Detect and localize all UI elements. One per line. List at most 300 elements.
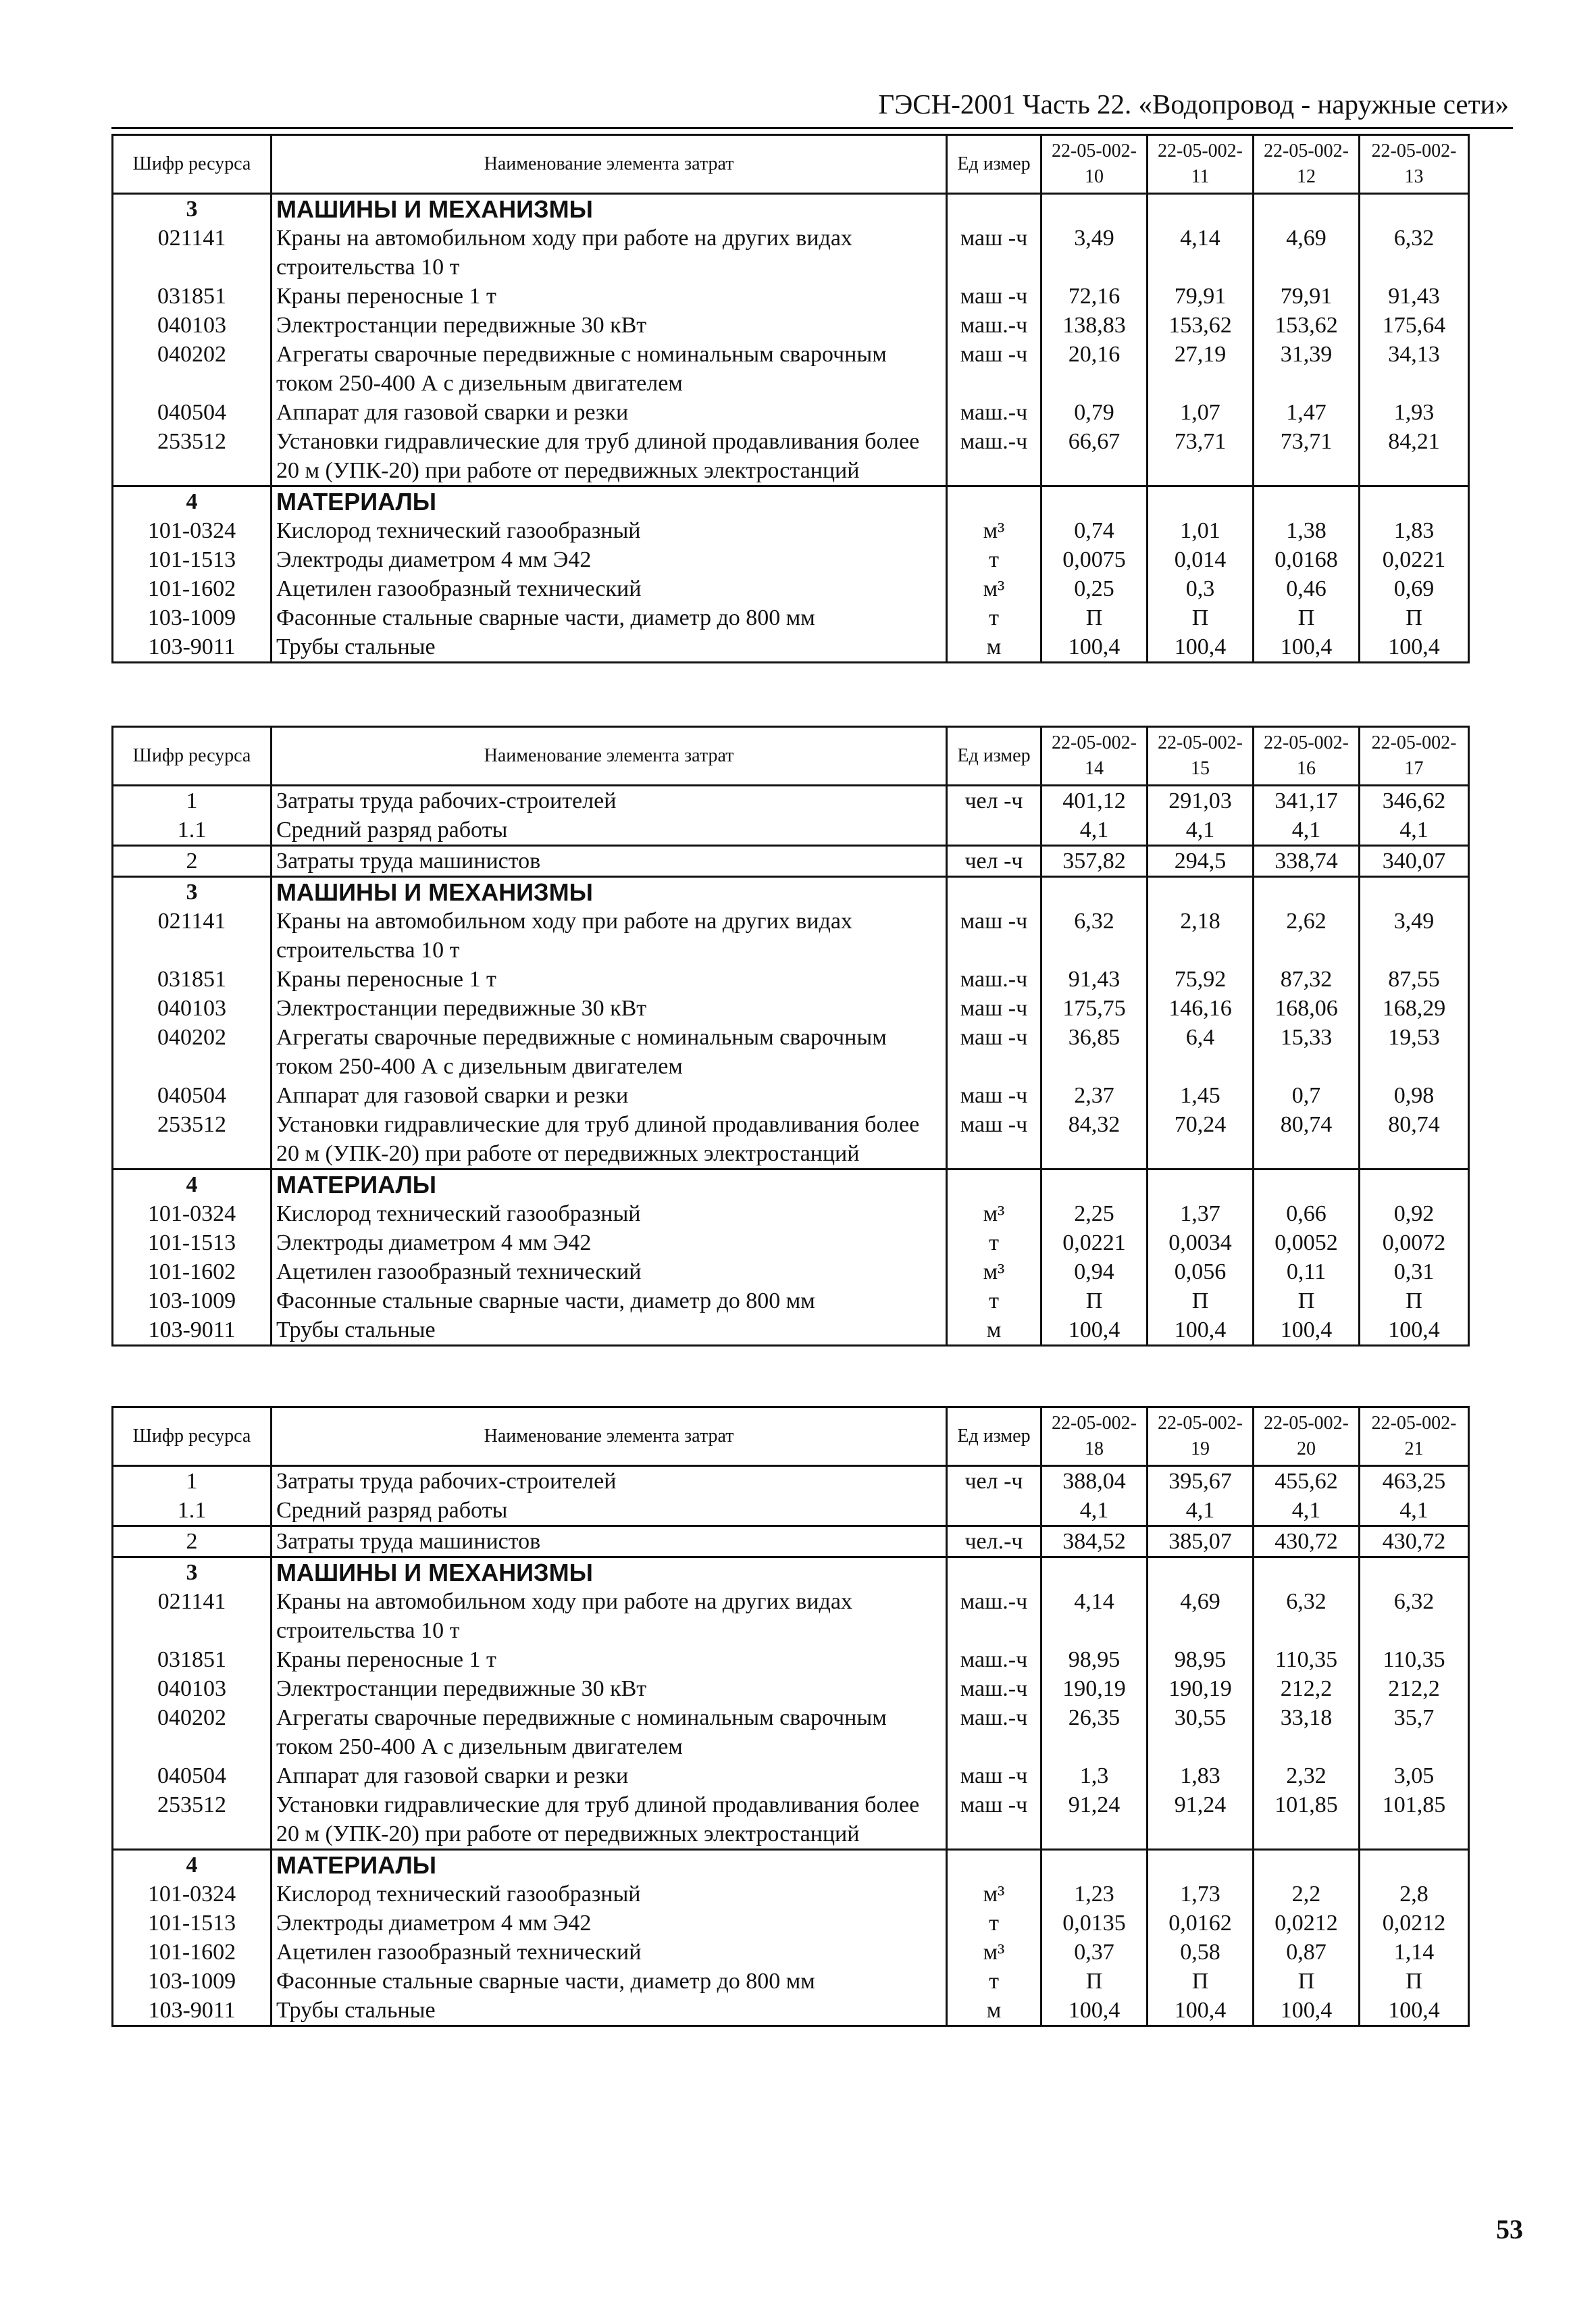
header-norm-code: 22-05-002-21 — [1360, 1407, 1469, 1466]
resource-value: 294,5 — [1148, 846, 1254, 877]
resource-unit — [947, 194, 1041, 224]
table-row — [113, 1909, 1469, 1938]
resource-code: 040103 — [113, 311, 272, 340]
resource-value: 2,2 — [1254, 1880, 1360, 1909]
table-row — [113, 1645, 1469, 1674]
resource-value: 0,0212 — [1360, 1909, 1469, 1938]
resource-value: 4,1 — [1254, 1496, 1360, 1526]
resource-value: 91,24 — [1148, 1790, 1254, 1850]
resource-name: Электростанции передвижные 30 кВт — [272, 1674, 947, 1703]
resource-value: П — [1360, 1286, 1469, 1315]
resource-value: 84,32 — [1041, 1110, 1148, 1169]
resource-value: 175,75 — [1041, 994, 1148, 1023]
table-row — [113, 1938, 1469, 1967]
resource-value: 0,66 — [1254, 1199, 1360, 1228]
resource-value: 2,25 — [1041, 1199, 1148, 1228]
resource-value: 168,29 — [1360, 994, 1469, 1023]
resource-unit: м³ — [947, 1199, 1041, 1228]
resource-value: 212,2 — [1254, 1674, 1360, 1703]
resource-unit — [947, 1557, 1041, 1588]
resource-value — [1041, 486, 1148, 517]
resource-value: 388,04 — [1041, 1466, 1148, 1496]
table-row — [113, 1674, 1469, 1703]
resource-unit — [947, 486, 1041, 517]
table-row — [113, 1526, 1469, 1557]
resource-code: 253512 — [113, 427, 272, 486]
resource-code: 040202 — [113, 1703, 272, 1761]
header-norm-code: 22-05-002-11 — [1148, 135, 1254, 194]
resource-value: 100,4 — [1148, 1996, 1254, 2026]
resource-code: 040103 — [113, 994, 272, 1023]
resource-value — [1254, 486, 1360, 517]
resource-value: 0,11 — [1254, 1257, 1360, 1286]
resource-name: Затраты труда рабочих-строителей — [272, 786, 947, 816]
section-row — [113, 194, 1469, 224]
resource-value: 1,01 — [1148, 516, 1254, 545]
table-row — [113, 1081, 1469, 1110]
resource-code: 101-1602 — [113, 1938, 272, 1967]
resource-code: 103-1009 — [113, 1286, 272, 1315]
resource-name: МАТЕРИАЛЫ — [272, 1850, 947, 1880]
resource-name: Электростанции передвижные 30 кВт — [272, 994, 947, 1023]
table-row — [113, 1496, 1469, 1526]
resource-value: 0,92 — [1360, 1199, 1469, 1228]
resource-value: 6,4 — [1148, 1023, 1254, 1081]
resource-code: 253512 — [113, 1790, 272, 1850]
resource-code: 1 — [113, 786, 272, 816]
resource-name: Кислород технический газообразный — [272, 1199, 947, 1228]
resource-value: 34,13 — [1360, 340, 1469, 398]
resource-code: 040103 — [113, 1674, 272, 1703]
resource-value: 15,33 — [1254, 1023, 1360, 1081]
resource-name: Аппарат для газовой сварки и резки — [272, 1081, 947, 1110]
resource-value: 6,32 — [1254, 1587, 1360, 1645]
resource-value: 20,16 — [1041, 340, 1148, 398]
resource-unit: маш -ч — [947, 1081, 1041, 1110]
resource-name: Электростанции передвижные 30 кВт — [272, 311, 947, 340]
resource-value: 0,94 — [1041, 1257, 1148, 1286]
table-row — [113, 1110, 1469, 1169]
header-code: Шифр ресурса — [113, 1407, 272, 1466]
resource-unit: маш -ч — [947, 282, 1041, 311]
header-norm-code: 22-05-002-19 — [1148, 1407, 1254, 1466]
page-header — [111, 86, 1513, 129]
resource-value: 30,55 — [1148, 1703, 1254, 1761]
resource-value: 3,49 — [1360, 907, 1469, 965]
table-row — [113, 1023, 1469, 1081]
resource-value: 6,32 — [1041, 907, 1148, 965]
resource-name: Трубы стальные — [272, 632, 947, 663]
resource-value: 1,73 — [1148, 1880, 1254, 1909]
table-row — [113, 1703, 1469, 1761]
table-row — [113, 1761, 1469, 1790]
resource-value: 1,93 — [1360, 398, 1469, 427]
resource-value — [1360, 194, 1469, 224]
resource-value: 110,35 — [1360, 1645, 1469, 1674]
resource-value: 341,17 — [1254, 786, 1360, 816]
resource-value: 190,19 — [1041, 1674, 1148, 1703]
resource-value: 27,19 — [1148, 340, 1254, 398]
resource-value: 98,95 — [1148, 1645, 1254, 1674]
resource-name: Затраты труда машинистов — [272, 846, 947, 877]
header-name: Наименование элемента затрат — [272, 727, 947, 786]
resource-value: 2,32 — [1254, 1761, 1360, 1790]
resource-code: 4 — [113, 1169, 272, 1200]
resource-value: П — [1041, 603, 1148, 632]
resource-unit: маш.-ч — [947, 311, 1041, 340]
resource-name: Краны на автомобильном ходу при работе на других видах строительства 10 т — [272, 1587, 947, 1645]
resource-value — [1041, 194, 1148, 224]
resource-value: 73,71 — [1254, 427, 1360, 486]
resource-value: 153,62 — [1254, 311, 1360, 340]
resource-value: 66,67 — [1041, 427, 1148, 486]
header-code: Шифр ресурса — [113, 727, 272, 786]
resource-unit: м³ — [947, 1257, 1041, 1286]
section-row — [113, 877, 1469, 907]
resource-value: 91,24 — [1041, 1790, 1148, 1850]
resource-value: 455,62 — [1254, 1466, 1360, 1496]
header-norm-code: 22-05-002-17 — [1360, 727, 1469, 786]
table-row — [113, 574, 1469, 603]
resource-value — [1254, 877, 1360, 907]
resource-code: 031851 — [113, 1645, 272, 1674]
resource-value: 0,0075 — [1041, 545, 1148, 574]
resource-value — [1254, 1557, 1360, 1588]
resource-unit — [947, 877, 1041, 907]
resource-value: 0,46 — [1254, 574, 1360, 603]
table-row — [113, 224, 1469, 282]
resource-value: 87,55 — [1360, 965, 1469, 994]
resource-code: 101-0324 — [113, 516, 272, 545]
resource-value: 4,1 — [1360, 815, 1469, 846]
resource-unit: т — [947, 545, 1041, 574]
resource-value: 1,14 — [1360, 1938, 1469, 1967]
norm-table-3 — [111, 1406, 1470, 2027]
resource-value: 91,43 — [1041, 965, 1148, 994]
resource-unit: т — [947, 1286, 1041, 1315]
resource-name: Краны переносные 1 т — [272, 1645, 947, 1674]
section-row — [113, 486, 1469, 517]
resource-value: 73,71 — [1148, 427, 1254, 486]
resource-unit: т — [947, 1967, 1041, 1996]
resource-value: 4,1 — [1041, 815, 1148, 846]
resource-unit: т — [947, 603, 1041, 632]
table-row — [113, 632, 1469, 663]
resource-value: 79,91 — [1148, 282, 1254, 311]
table-row — [113, 1466, 1469, 1496]
resource-name: Фасонные стальные сварные части, диаметр до 800 мм — [272, 1286, 947, 1315]
resource-value: 101,85 — [1254, 1790, 1360, 1850]
resource-value: 0,79 — [1041, 398, 1148, 427]
table-row — [113, 1228, 1469, 1257]
resource-unit: маш -ч — [947, 1023, 1041, 1081]
resource-unit: маш.-ч — [947, 1645, 1041, 1674]
resource-value — [1041, 1850, 1148, 1880]
resource-value: 100,4 — [1360, 1996, 1469, 2026]
resource-name: МАШИНЫ И МЕХАНИЗМЫ — [272, 194, 947, 224]
resource-value: 0,3 — [1148, 574, 1254, 603]
resource-unit: чел -ч — [947, 786, 1041, 816]
resource-value — [1148, 194, 1254, 224]
resource-value: 4,69 — [1148, 1587, 1254, 1645]
resource-code: 021141 — [113, 907, 272, 965]
resource-name: Ацетилен газообразный технический — [272, 1257, 947, 1286]
resource-value: 0,0221 — [1360, 545, 1469, 574]
table-row — [113, 815, 1469, 846]
resource-code: 2 — [113, 846, 272, 877]
table-row — [113, 786, 1469, 816]
resource-unit: м³ — [947, 574, 1041, 603]
resource-name: Трубы стальные — [272, 1315, 947, 1346]
resource-name: Ацетилен газообразный технический — [272, 574, 947, 603]
header-norm-code: 22-05-002-10 — [1041, 135, 1148, 194]
table-row — [113, 340, 1469, 398]
resource-unit: м — [947, 632, 1041, 663]
resource-value: 100,4 — [1148, 632, 1254, 663]
table-header-row — [113, 1407, 1469, 1466]
resource-name: Электроды диаметром 4 мм Э42 — [272, 1228, 947, 1257]
resource-name: МАТЕРИАЛЫ — [272, 486, 947, 517]
resource-value — [1041, 1169, 1148, 1200]
resource-value: 3,05 — [1360, 1761, 1469, 1790]
resource-value: 340,07 — [1360, 846, 1469, 877]
resource-unit — [947, 1850, 1041, 1880]
resource-value — [1148, 1557, 1254, 1588]
table-row — [113, 603, 1469, 632]
resource-code: 101-1513 — [113, 1909, 272, 1938]
resource-value: 33,18 — [1254, 1703, 1360, 1761]
resource-unit: маш.-ч — [947, 398, 1041, 427]
resource-value: 168,06 — [1254, 994, 1360, 1023]
resource-value: 0,98 — [1360, 1081, 1469, 1110]
resource-value: 146,16 — [1148, 994, 1254, 1023]
resource-unit: м³ — [947, 1880, 1041, 1909]
resource-value: 153,62 — [1148, 311, 1254, 340]
resource-value: 0,74 — [1041, 516, 1148, 545]
resource-name: Затраты труда рабочих-строителей — [272, 1466, 947, 1496]
resource-name: Средний разряд работы — [272, 815, 947, 846]
resource-value: 0,7 — [1254, 1081, 1360, 1110]
resource-value: 357,82 — [1041, 846, 1148, 877]
resource-unit: м³ — [947, 516, 1041, 545]
table-row — [113, 1199, 1469, 1228]
resource-value: 430,72 — [1360, 1526, 1469, 1557]
table-row — [113, 846, 1469, 877]
resource-name: Установки гидравлические для труб длиной продавливания более 20 м (УПК-20) при работе от передвижных электростанций — [272, 1790, 947, 1850]
resource-value: 1,07 — [1148, 398, 1254, 427]
resource-value — [1254, 194, 1360, 224]
resource-code: 3 — [113, 877, 272, 907]
section-row — [113, 1169, 1469, 1200]
resource-name: Фасонные стальные сварные части, диаметр до 800 мм — [272, 603, 947, 632]
resource-unit: т — [947, 1228, 1041, 1257]
header-unit: Ед измер — [947, 727, 1041, 786]
resource-value: 91,43 — [1360, 282, 1469, 311]
resource-value: 4,14 — [1041, 1587, 1148, 1645]
resource-value — [1148, 1169, 1254, 1200]
resource-value: 0,0168 — [1254, 545, 1360, 574]
resource-value: 36,85 — [1041, 1023, 1148, 1081]
resource-name: Краны переносные 1 т — [272, 965, 947, 994]
resource-value: 6,32 — [1360, 224, 1469, 282]
resource-value — [1041, 1557, 1148, 1588]
resource-value: 4,69 — [1254, 224, 1360, 282]
section-row — [113, 1850, 1469, 1880]
resource-value: 31,39 — [1254, 340, 1360, 398]
table-row — [113, 1286, 1469, 1315]
resource-name: Установки гидравлические для труб длиной продавливания более 20 м (УПК-20) при работе от передвижных электростанций — [272, 427, 947, 486]
resource-unit: т — [947, 1909, 1041, 1938]
table-row — [113, 965, 1469, 994]
resource-unit: чел -ч — [947, 1466, 1041, 1496]
resource-value: 291,03 — [1148, 786, 1254, 816]
resource-code: 1.1 — [113, 815, 272, 846]
resource-value: П — [1254, 603, 1360, 632]
resource-value — [1360, 486, 1469, 517]
header-norm-code: 22-05-002-18 — [1041, 1407, 1148, 1466]
resource-code: 031851 — [113, 965, 272, 994]
resource-code: 101-1602 — [113, 574, 272, 603]
resource-code: 1.1 — [113, 1496, 272, 1526]
resource-code: 040504 — [113, 398, 272, 427]
resource-unit: м — [947, 1315, 1041, 1346]
resource-value: 72,16 — [1041, 282, 1148, 311]
resource-code: 040202 — [113, 1023, 272, 1081]
resource-value: П — [1360, 603, 1469, 632]
table-header-row — [113, 727, 1469, 786]
resource-unit: маш.-ч — [947, 965, 1041, 994]
table-row — [113, 1257, 1469, 1286]
resource-name: Установки гидравлические для труб длиной продавливания более 20 м (УПК-20) при работе от передвижных электростанций — [272, 1110, 947, 1169]
resource-value — [1254, 1169, 1360, 1200]
resource-value: 1,47 — [1254, 398, 1360, 427]
resource-value: П — [1148, 1286, 1254, 1315]
resource-unit: маш -ч — [947, 907, 1041, 965]
resource-code: 3 — [113, 1557, 272, 1588]
table-row — [113, 427, 1469, 486]
resource-unit: маш -ч — [947, 1790, 1041, 1850]
table-row — [113, 994, 1469, 1023]
resource-name: Агрегаты сварочные передвижные с номинальным сварочным током 250-400 А с дизельным двигателем — [272, 340, 947, 398]
resource-value: 384,52 — [1041, 1526, 1148, 1557]
resource-name: Краны на автомобильном ходу при работе на других видах строительства 10 т — [272, 224, 947, 282]
resource-value: 26,35 — [1041, 1703, 1148, 1761]
resource-code: 040504 — [113, 1081, 272, 1110]
resource-code: 1 — [113, 1466, 272, 1496]
resource-value: 0,37 — [1041, 1938, 1148, 1967]
resource-name: Агрегаты сварочные передвижные с номинальным сварочным током 250-400 А с дизельным двигателем — [272, 1703, 947, 1761]
resource-value — [1041, 877, 1148, 907]
resource-code: 021141 — [113, 1587, 272, 1645]
resource-name: Агрегаты сварочные передвижные с номинальным сварочным током 250-400 А с дизельным двигателем — [272, 1023, 947, 1081]
resource-value: П — [1148, 1967, 1254, 1996]
resource-value: П — [1041, 1286, 1148, 1315]
resource-code: 103-1009 — [113, 1967, 272, 1996]
resource-code: 021141 — [113, 224, 272, 282]
resource-code: 4 — [113, 486, 272, 517]
resource-unit: маш -ч — [947, 1761, 1041, 1790]
resource-value: 190,19 — [1148, 1674, 1254, 1703]
resource-value: 0,0052 — [1254, 1228, 1360, 1257]
resource-value: П — [1254, 1286, 1360, 1315]
resource-value: 395,67 — [1148, 1466, 1254, 1496]
table-header-row — [113, 135, 1469, 194]
resource-name: Средний разряд работы — [272, 1496, 947, 1526]
resource-value: 100,4 — [1148, 1315, 1254, 1346]
resource-unit: чел -ч — [947, 846, 1041, 877]
table-row — [113, 1880, 1469, 1909]
resource-value: 19,53 — [1360, 1023, 1469, 1081]
resource-value: 0,0212 — [1254, 1909, 1360, 1938]
resource-name: Электроды диаметром 4 мм Э42 — [272, 545, 947, 574]
resource-value: 100,4 — [1254, 632, 1360, 663]
resource-name: Трубы стальные — [272, 1996, 947, 2026]
resource-code: 101-1602 — [113, 1257, 272, 1286]
resource-value: 0,0072 — [1360, 1228, 1469, 1257]
resource-value: 79,91 — [1254, 282, 1360, 311]
resource-value: 4,1 — [1360, 1496, 1469, 1526]
resource-value: 0,31 — [1360, 1257, 1469, 1286]
resource-value: 70,24 — [1148, 1110, 1254, 1169]
resource-value: 2,37 — [1041, 1081, 1148, 1110]
header-code: Шифр ресурса — [113, 135, 272, 194]
resource-value: П — [1041, 1967, 1148, 1996]
table-row — [113, 398, 1469, 427]
header-norm-code: 22-05-002-14 — [1041, 727, 1148, 786]
resource-unit — [947, 1496, 1041, 1526]
resource-unit: чел.-ч — [947, 1526, 1041, 1557]
norm-table-2 — [111, 726, 1470, 1347]
resource-value: 1,37 — [1148, 1199, 1254, 1228]
resource-value: 338,74 — [1254, 846, 1360, 877]
resource-value: 84,21 — [1360, 427, 1469, 486]
resource-name: Аппарат для газовой сварки и резки — [272, 1761, 947, 1790]
resource-name: Краны на автомобильном ходу при работе на других видах строительства 10 т — [272, 907, 947, 965]
resource-value: 0,0221 — [1041, 1228, 1148, 1257]
page-number: 53 — [1496, 2214, 1523, 2244]
resource-value: 0,014 — [1148, 545, 1254, 574]
table-row — [113, 311, 1469, 340]
resource-code: 2 — [113, 1526, 272, 1557]
resource-code: 103-9011 — [113, 632, 272, 663]
resource-code: 101-1513 — [113, 1228, 272, 1257]
resource-value: 4,1 — [1254, 815, 1360, 846]
resource-code: 040202 — [113, 340, 272, 398]
table-row — [113, 1967, 1469, 1996]
resource-value — [1254, 1850, 1360, 1880]
resource-code: 101-1513 — [113, 545, 272, 574]
resource-name: Кислород технический газообразный — [272, 1880, 947, 1909]
resource-value: 4,1 — [1041, 1496, 1148, 1526]
table-row — [113, 907, 1469, 965]
resource-value: 2,8 — [1360, 1880, 1469, 1909]
resource-value — [1148, 486, 1254, 517]
resource-value: 100,4 — [1254, 1315, 1360, 1346]
resource-value: 98,95 — [1041, 1645, 1148, 1674]
resource-name: МАШИНЫ И МЕХАНИЗМЫ — [272, 877, 947, 907]
resource-value: П — [1360, 1967, 1469, 1996]
resource-value: 100,4 — [1360, 1315, 1469, 1346]
header-norm-code: 22-05-002-16 — [1254, 727, 1360, 786]
resource-value: 100,4 — [1041, 1996, 1148, 2026]
resource-value: 1,23 — [1041, 1880, 1148, 1909]
resource-code: 103-9011 — [113, 1315, 272, 1346]
header-unit: Ед измер — [947, 1407, 1041, 1466]
resource-unit: маш.-ч — [947, 1674, 1041, 1703]
resource-value: 430,72 — [1254, 1526, 1360, 1557]
resource-code: 103-1009 — [113, 603, 272, 632]
resource-value: 0,0034 — [1148, 1228, 1254, 1257]
